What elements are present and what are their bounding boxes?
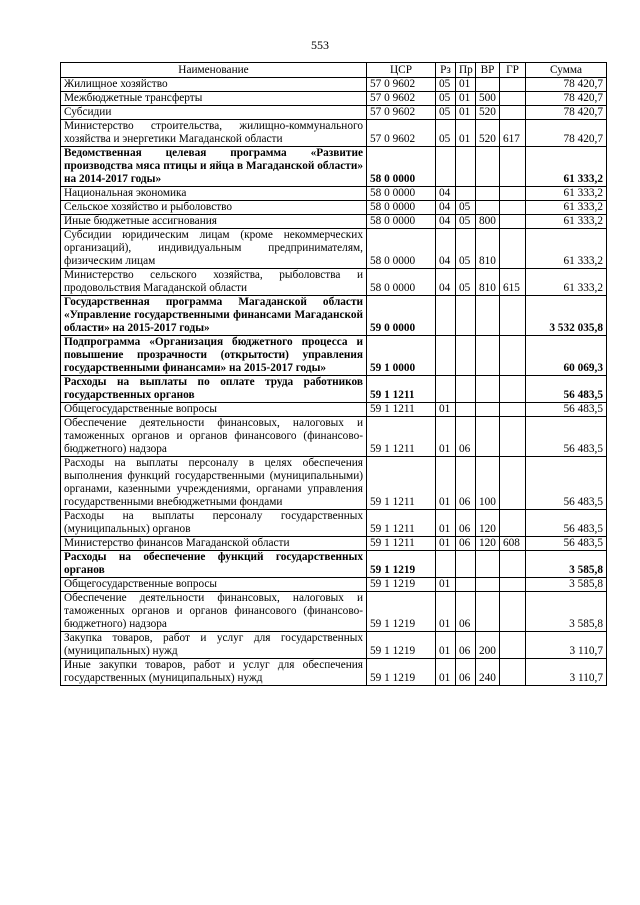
cell-vr xyxy=(476,336,500,376)
cell-pr: 06 xyxy=(456,592,476,632)
cell-vr xyxy=(476,296,500,336)
cell-csr: 57 0 9602 xyxy=(367,78,436,92)
cell-csr: 59 1 1211 xyxy=(367,376,436,403)
cell-pr xyxy=(456,403,476,417)
cell-name: Министерство сельского хозяйства, рыболовства и продовольствия Магаданской области xyxy=(61,269,367,296)
cell-gr: 615 xyxy=(500,269,526,296)
cell-sum: 56 483,5 xyxy=(526,537,607,551)
cell-name: Межбюджетные трансферты xyxy=(61,92,367,106)
cell-vr xyxy=(476,403,500,417)
table-row xyxy=(61,632,607,659)
cell-csr: 59 0 0000 xyxy=(367,296,436,336)
cell-rz: 01 xyxy=(436,592,456,632)
cell-pr xyxy=(456,551,476,578)
cell-rz: 04 xyxy=(436,269,456,296)
cell-sum: 61 333,2 xyxy=(526,147,607,187)
table-row xyxy=(61,336,607,376)
cell-vr: 800 xyxy=(476,215,500,229)
table-row xyxy=(61,215,607,229)
cell-rz: 01 xyxy=(436,632,456,659)
header-vr: ВР xyxy=(476,63,500,78)
cell-csr: 58 0 0000 xyxy=(367,215,436,229)
cell-sum: 78 420,7 xyxy=(526,92,607,106)
cell-gr xyxy=(500,336,526,376)
header-csr: ЦСР xyxy=(367,63,436,78)
cell-vr: 520 xyxy=(476,120,500,147)
cell-vr: 240 xyxy=(476,659,500,686)
cell-sum: 61 333,2 xyxy=(526,187,607,201)
cell-gr xyxy=(500,376,526,403)
cell-vr: 120 xyxy=(476,510,500,537)
cell-name: Расходы на обеспечение функций государственных органов xyxy=(61,551,367,578)
cell-gr xyxy=(500,106,526,120)
cell-vr: 200 xyxy=(476,632,500,659)
cell-gr xyxy=(500,457,526,510)
cell-rz: 04 xyxy=(436,215,456,229)
table-row xyxy=(61,659,607,686)
cell-pr: 06 xyxy=(456,659,476,686)
cell-csr: 59 1 1219 xyxy=(367,551,436,578)
cell-csr: 59 1 0000 xyxy=(367,336,436,376)
cell-rz: 01 xyxy=(436,659,456,686)
table-row xyxy=(61,296,607,336)
table-row xyxy=(61,147,607,187)
cell-sum: 3 110,7 xyxy=(526,659,607,686)
cell-csr: 57 0 9602 xyxy=(367,120,436,147)
cell-vr xyxy=(476,417,500,457)
cell-rz: 05 xyxy=(436,106,456,120)
cell-gr xyxy=(500,659,526,686)
cell-gr xyxy=(500,215,526,229)
cell-vr: 520 xyxy=(476,106,500,120)
cell-name: Национальная экономика xyxy=(61,187,367,201)
cell-csr: 59 1 1219 xyxy=(367,592,436,632)
cell-csr: 59 1 1219 xyxy=(367,632,436,659)
cell-csr: 59 1 1211 xyxy=(367,510,436,537)
cell-gr xyxy=(500,510,526,537)
cell-sum: 78 420,7 xyxy=(526,78,607,92)
cell-rz: 01 xyxy=(436,403,456,417)
cell-pr: 05 xyxy=(456,229,476,269)
table-row xyxy=(61,510,607,537)
cell-pr: 06 xyxy=(456,417,476,457)
cell-sum: 56 483,5 xyxy=(526,417,607,457)
cell-sum: 60 069,3 xyxy=(526,336,607,376)
table-row xyxy=(61,457,607,510)
cell-rz xyxy=(436,551,456,578)
table-row xyxy=(61,578,607,592)
cell-csr: 57 0 9602 xyxy=(367,106,436,120)
table-row xyxy=(61,187,607,201)
cell-name: Расходы на выплаты персоналу в целях обеспечения выполнения функций государственными (муниципальными) органами, казенными учреждениями, органами управления государственными внебюджетными фондами xyxy=(61,457,367,510)
header-gr: ГР xyxy=(500,63,526,78)
cell-name: Иные бюджетные ассигнования xyxy=(61,215,367,229)
cell-rz: 01 xyxy=(436,457,456,510)
cell-vr xyxy=(476,147,500,187)
cell-name: Жилищное хозяйство xyxy=(61,78,367,92)
cell-csr: 59 1 1211 xyxy=(367,457,436,510)
cell-csr: 57 0 9602 xyxy=(367,92,436,106)
cell-name: Расходы на выплаты персоналу государственных (муниципальных) органов xyxy=(61,510,367,537)
cell-vr xyxy=(476,551,500,578)
cell-rz: 05 xyxy=(436,120,456,147)
cell-csr: 58 0 0000 xyxy=(367,229,436,269)
cell-gr xyxy=(500,296,526,336)
cell-pr xyxy=(456,147,476,187)
cell-sum: 3 585,8 xyxy=(526,578,607,592)
cell-sum: 56 483,5 xyxy=(526,403,607,417)
cell-sum: 61 333,2 xyxy=(526,201,607,215)
cell-vr xyxy=(476,376,500,403)
cell-pr xyxy=(456,187,476,201)
cell-pr: 01 xyxy=(456,106,476,120)
cell-gr xyxy=(500,551,526,578)
cell-rz xyxy=(436,336,456,376)
cell-csr: 59 1 1211 xyxy=(367,537,436,551)
cell-name: Субсидии xyxy=(61,106,367,120)
cell-vr xyxy=(476,201,500,215)
page-number: 553 xyxy=(311,38,329,52)
table-row xyxy=(61,269,607,296)
cell-sum: 61 333,2 xyxy=(526,269,607,296)
cell-csr: 59 1 1211 xyxy=(367,403,436,417)
cell-pr: 01 xyxy=(456,78,476,92)
cell-name: Сельское хозяйство и рыболовство xyxy=(61,201,367,215)
cell-vr xyxy=(476,578,500,592)
cell-name: Расходы на выплаты по оплате труда работников государственных органов xyxy=(61,376,367,403)
table-header xyxy=(61,63,607,78)
table-row xyxy=(61,229,607,269)
cell-rz: 04 xyxy=(436,201,456,215)
header-name: Наименование xyxy=(61,63,367,78)
cell-pr: 06 xyxy=(456,510,476,537)
cell-pr xyxy=(456,578,476,592)
cell-gr xyxy=(500,229,526,269)
cell-pr: 06 xyxy=(456,457,476,510)
cell-rz: 01 xyxy=(436,578,456,592)
table-row xyxy=(61,201,607,215)
cell-pr: 05 xyxy=(456,269,476,296)
table-body xyxy=(61,78,607,686)
cell-sum: 3 585,8 xyxy=(526,592,607,632)
budget-table xyxy=(60,62,607,686)
table-row xyxy=(61,106,607,120)
cell-sum: 61 333,2 xyxy=(526,229,607,269)
cell-csr: 58 0 0000 xyxy=(367,187,436,201)
cell-sum: 56 483,5 xyxy=(526,376,607,403)
cell-sum: 61 333,2 xyxy=(526,215,607,229)
cell-vr xyxy=(476,592,500,632)
cell-csr: 58 0 0000 xyxy=(367,201,436,215)
cell-csr: 59 1 1211 xyxy=(367,417,436,457)
cell-name: Государственная программа Магаданской области «Управление государственными финансами Магаданской области» на 2015-2017 годы» xyxy=(61,296,367,336)
cell-rz xyxy=(436,147,456,187)
cell-gr xyxy=(500,78,526,92)
table-row xyxy=(61,417,607,457)
cell-name: Иные закупки товаров, работ и услуг для обеспечения государственных (муниципальных) нужд xyxy=(61,659,367,686)
cell-name: Обеспечение деятельности финансовых, налоговых и таможенных органов и органов финансового (финансово-бюджетного) надзора xyxy=(61,417,367,457)
cell-rz: 01 xyxy=(436,417,456,457)
cell-rz xyxy=(436,376,456,403)
cell-pr: 05 xyxy=(456,215,476,229)
cell-vr: 810 xyxy=(476,229,500,269)
cell-name: Закупка товаров, работ и услуг для государственных (муниципальных) нужд xyxy=(61,632,367,659)
cell-rz: 05 xyxy=(436,92,456,106)
cell-pr: 01 xyxy=(456,120,476,147)
cell-name: Субсидии юридическим лицам (кроме некоммерческих организаций), индивидуальным предпринимателям, физическим лицам xyxy=(61,229,367,269)
header-pr: Пр xyxy=(456,63,476,78)
cell-name: Общегосударственные вопросы xyxy=(61,403,367,417)
cell-sum: 56 483,5 xyxy=(526,457,607,510)
cell-pr: 06 xyxy=(456,632,476,659)
cell-vr xyxy=(476,78,500,92)
cell-sum: 78 420,7 xyxy=(526,106,607,120)
cell-pr xyxy=(456,376,476,403)
cell-csr: 58 0 0000 xyxy=(367,269,436,296)
table-row xyxy=(61,92,607,106)
cell-rz: 01 xyxy=(436,537,456,551)
cell-rz xyxy=(436,296,456,336)
cell-pr xyxy=(456,336,476,376)
header-sum: Сумма xyxy=(526,63,607,78)
cell-pr xyxy=(456,296,476,336)
cell-name: Ведомственная целевая программа «Развитие производства мяса птицы и яйца в Магаданской области» на 2014-2017 годы» xyxy=(61,147,367,187)
cell-sum: 3 110,7 xyxy=(526,632,607,659)
cell-gr: 617 xyxy=(500,120,526,147)
cell-pr: 01 xyxy=(456,92,476,106)
cell-name: Обеспечение деятельности финансовых, налоговых и таможенных органов и органов финансового (финансово-бюджетного) надзора xyxy=(61,592,367,632)
cell-gr xyxy=(500,403,526,417)
cell-vr: 810 xyxy=(476,269,500,296)
cell-pr: 05 xyxy=(456,201,476,215)
cell-csr: 59 1 1219 xyxy=(367,659,436,686)
cell-vr: 500 xyxy=(476,92,500,106)
table-row xyxy=(61,537,607,551)
cell-gr xyxy=(500,592,526,632)
cell-sum: 78 420,7 xyxy=(526,120,607,147)
cell-gr xyxy=(500,187,526,201)
cell-vr: 100 xyxy=(476,457,500,510)
cell-sum: 3 532 035,8 xyxy=(526,296,607,336)
cell-rz: 01 xyxy=(436,510,456,537)
cell-vr: 120 xyxy=(476,537,500,551)
cell-rz: 04 xyxy=(436,187,456,201)
header-rz: Рз xyxy=(436,63,456,78)
table-row xyxy=(61,376,607,403)
table-row xyxy=(61,551,607,578)
cell-csr: 59 1 1219 xyxy=(367,578,436,592)
cell-gr xyxy=(500,201,526,215)
cell-gr xyxy=(500,632,526,659)
cell-name: Министерство финансов Магаданской области xyxy=(61,537,367,551)
cell-gr xyxy=(500,147,526,187)
cell-gr: 608 xyxy=(500,537,526,551)
cell-vr xyxy=(476,187,500,201)
cell-rz: 04 xyxy=(436,229,456,269)
cell-rz: 05 xyxy=(436,78,456,92)
table-row xyxy=(61,592,607,632)
cell-pr: 06 xyxy=(456,537,476,551)
cell-csr: 58 0 0000 xyxy=(367,147,436,187)
cell-name: Общегосударственные вопросы xyxy=(61,578,367,592)
cell-gr xyxy=(500,578,526,592)
cell-name: Министерство строительства, жилищно-коммунального хозяйства и энергетики Магаданской области xyxy=(61,120,367,147)
cell-gr xyxy=(500,417,526,457)
cell-sum: 3 585,8 xyxy=(526,551,607,578)
table-row xyxy=(61,403,607,417)
cell-name: Подпрограмма «Организация бюджетного процесса и повышение прозрачности (открытости) управления государственными финансами» на 2015-2017 годы» xyxy=(61,336,367,376)
table-row xyxy=(61,120,607,147)
cell-gr xyxy=(500,92,526,106)
cell-sum: 56 483,5 xyxy=(526,510,607,537)
table-row xyxy=(61,78,607,92)
